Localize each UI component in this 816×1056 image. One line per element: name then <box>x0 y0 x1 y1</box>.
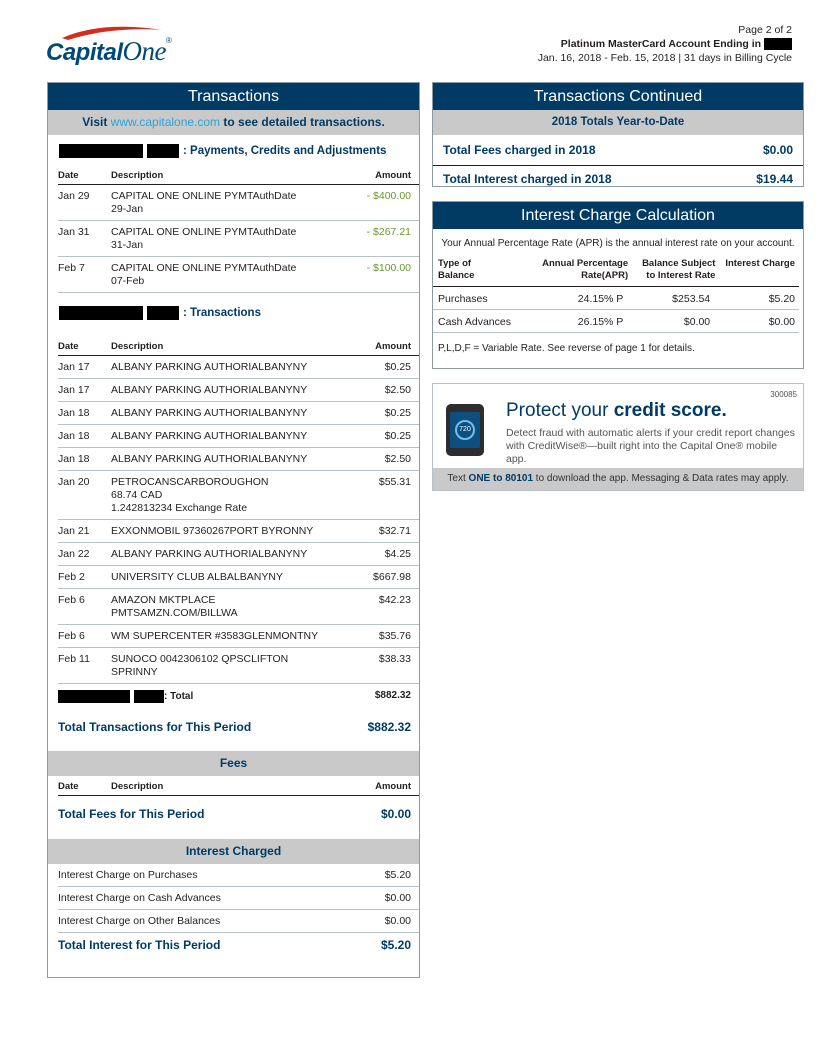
row-amount: $55.31 <box>378 476 411 488</box>
row-date: Jan 17 <box>58 361 90 373</box>
billing-period: Jan. 16, 2018 - Feb. 15, 2018 | 31 days in Billing Cycle <box>537 52 792 64</box>
calc-apr: 24.15% P <box>577 293 624 305</box>
interest-label: Interest Charge on Other Balances <box>58 915 221 927</box>
score-icon: 720 <box>455 420 475 440</box>
redacted-card <box>147 306 179 320</box>
calc-apr: 26.15% P <box>577 316 624 328</box>
calc-balance: $0.00 <box>683 316 711 328</box>
interest-label: Interest Charge on Cash Advances <box>58 892 221 904</box>
table-row <box>58 589 419 625</box>
calc-rows <box>433 287 803 333</box>
row-description: SUNOCO 0042306102 QPSCLIFTON SPRINNY <box>111 653 289 678</box>
transactions-panel <box>47 82 420 978</box>
table-row <box>58 221 419 257</box>
calc-balance: $253.54 <box>672 293 711 305</box>
subtotal-row: : Total $882.32 <box>48 684 419 703</box>
calc-type: Cash Advances <box>438 316 511 328</box>
row-description: AMAZON MKTPLACE PMTSAMZN.COM/BILLWA <box>111 594 238 619</box>
row-amount: $0.25 <box>384 361 411 373</box>
row-description: ALBANY PARKING AUTHORIALBANYNY <box>111 361 308 373</box>
statement-header <box>538 23 792 65</box>
row-description: ALBANY PARKING AUTHORIALBANYNY <box>111 407 308 419</box>
fees-header: Date Description Amount <box>58 776 419 796</box>
row-date: Jan 18 <box>58 453 90 465</box>
creditwise-ad[interactable] <box>432 383 804 491</box>
interest-label: Interest Charge on Purchases <box>58 869 198 881</box>
payments-section-title: : Payments, Credits and Adjustments <box>48 144 419 158</box>
row-amount: $35.76 <box>378 630 411 642</box>
row-date: Feb 7 <box>58 262 85 274</box>
row-amount: - $100.00 <box>366 262 411 274</box>
row-amount: $4.25 <box>384 548 411 560</box>
row-amount: $2.50 <box>384 453 411 465</box>
interest-row <box>58 864 419 887</box>
ytd-fees-row: Total Fees charged in 2018 $0.00 <box>433 135 803 166</box>
row-amount: - $267.21 <box>366 226 411 238</box>
row-description: EXXONMOBIL 97360267PORT BYRONNY <box>111 525 314 537</box>
row-amount: $2.50 <box>384 384 411 396</box>
redacted-card <box>147 144 179 158</box>
row-amount: - $400.00 <box>366 190 411 202</box>
row-description: ALBANY PARKING AUTHORIALBANYNY <box>111 453 308 465</box>
page-number: Page 2 of 2 <box>738 24 792 36</box>
calc-intro: Your Annual Percentage Rate (APR) is the annual interest rate on your account. <box>441 238 795 249</box>
table-row <box>58 257 419 293</box>
ad-footer: Text ONE to 80101 to download the app. Messaging & Data rates may apply. <box>433 468 803 490</box>
interest-amount: $5.20 <box>384 869 411 881</box>
interest-amount: $0.00 <box>384 892 411 904</box>
interest-row <box>58 910 419 933</box>
transactions-section-title: : Transactions <box>48 306 419 320</box>
table-row <box>58 425 419 448</box>
calc-row <box>433 310 799 333</box>
row-date: Feb 2 <box>58 571 85 583</box>
payments-list <box>48 185 419 293</box>
row-description: UNIVERSITY CLUB ALBALBANYNY <box>111 571 283 583</box>
row-description: CAPITAL ONE ONLINE PYMTAuthDate 07-Feb <box>111 262 297 287</box>
calc-note: P,L,D,F = Variable Rate. See reverse of page 1 for details. <box>438 343 695 354</box>
row-date: Jan 31 <box>58 226 90 238</box>
table-row <box>58 448 419 471</box>
transactions-title: Transactions <box>48 83 419 110</box>
calc-row <box>433 287 799 310</box>
total-fees-row: Total Fees for This Period $0.00 <box>58 807 411 821</box>
account-line: Platinum MasterCard Account Ending in <box>538 37 792 51</box>
ytd-title: 2018 Totals Year-to-Date <box>433 110 803 135</box>
interest-row <box>58 887 419 910</box>
payments-header: Date Description Amount <box>58 165 419 185</box>
row-amount: $0.25 <box>384 430 411 442</box>
redacted-account <box>764 38 792 50</box>
redacted-name <box>59 306 143 320</box>
calc-type: Purchases <box>438 293 488 305</box>
continued-title: Transactions Continued <box>433 83 803 110</box>
row-description: CAPITAL ONE ONLINE PYMTAuthDate 29-Jan <box>111 190 297 215</box>
row-amount: $38.33 <box>378 653 411 665</box>
row-date: Jan 20 <box>58 476 90 488</box>
interest-charged-title: Interest Charged <box>48 839 419 864</box>
table-row <box>58 648 419 684</box>
row-date: Feb 6 <box>58 630 85 642</box>
row-description: PETROCANSCARBOROUGHON 68.74 CAD 1.242813234 Exchange Rate <box>111 476 269 514</box>
table-row <box>58 356 419 379</box>
calc-charge: $0.00 <box>768 316 795 328</box>
ytd-interest-row: Total Interest charged in 2018 $19.44 <box>443 172 793 186</box>
fees-title: Fees <box>48 751 419 776</box>
row-description: ALBANY PARKING AUTHORIALBANYNY <box>111 384 308 396</box>
row-description: ALBANY PARKING AUTHORIALBANYNY <box>111 430 308 442</box>
visit-bar: Visit www.capitalone.com to see detailed transactions. <box>48 110 419 135</box>
table-row <box>58 520 419 543</box>
transactions-continued-panel <box>432 82 804 187</box>
table-row <box>58 566 419 589</box>
row-date: Feb 11 <box>58 653 90 665</box>
row-amount: $0.25 <box>384 407 411 419</box>
ad-headline: Protect your credit score. <box>506 400 727 421</box>
capitalone-link[interactable]: www.capitalone.com <box>110 115 221 129</box>
table-row <box>58 402 419 425</box>
row-date: Jan 29 <box>58 190 90 202</box>
row-description: CAPITAL ONE ONLINE PYMTAuthDate 31-Jan <box>111 226 297 251</box>
capital-one-logo <box>44 22 172 66</box>
row-amount: $42.23 <box>378 594 411 606</box>
row-date: Feb 6 <box>58 594 85 606</box>
calc-title: Interest Charge Calculation <box>433 202 803 229</box>
row-amount: $667.98 <box>373 571 411 583</box>
logo-capital: Capital <box>46 39 123 66</box>
total-interest-row: Total Interest for This Period $5.20 <box>58 938 411 952</box>
table-row <box>58 185 419 221</box>
phone-icon <box>446 404 484 456</box>
redacted-name <box>59 144 143 158</box>
table-row <box>58 543 419 566</box>
row-description: ALBANY PARKING AUTHORIALBANYNY <box>111 548 308 560</box>
row-description: WM SUPERCENTER #3583GLENMONTNY <box>111 630 319 642</box>
row-amount: $32.71 <box>378 525 411 537</box>
row-date: Jan 18 <box>58 430 90 442</box>
row-date: Jan 21 <box>58 525 90 537</box>
ad-body: Detect fraud with automatic alerts if your credit report changes with CreditWise®—built right into the Capital One® mobile app. <box>506 427 795 465</box>
row-date: Jan 17 <box>58 384 90 396</box>
table-row <box>58 471 419 520</box>
transactions-list <box>48 356 419 684</box>
table-row <box>58 625 419 648</box>
calc-header: Type of Balance Annual Percentage Rate(APR) Balance Subject to Interest Rate Interest Charge <box>433 249 799 287</box>
transactions-header: Date Description Amount <box>58 336 419 356</box>
interest-amount: $0.00 <box>384 915 411 927</box>
logo-reg: ® <box>166 36 172 45</box>
logo-one: One <box>122 36 166 66</box>
calc-charge: $5.20 <box>768 293 795 305</box>
row-date: Jan 22 <box>58 548 90 560</box>
total-transactions-row: Total Transactions for This Period $882.32 <box>58 720 411 734</box>
table-row <box>58 379 419 402</box>
interest-calculation-panel <box>432 201 804 369</box>
interest-charged-list <box>48 864 419 933</box>
ad-code: 300085 <box>770 390 797 399</box>
row-date: Jan 18 <box>58 407 90 419</box>
